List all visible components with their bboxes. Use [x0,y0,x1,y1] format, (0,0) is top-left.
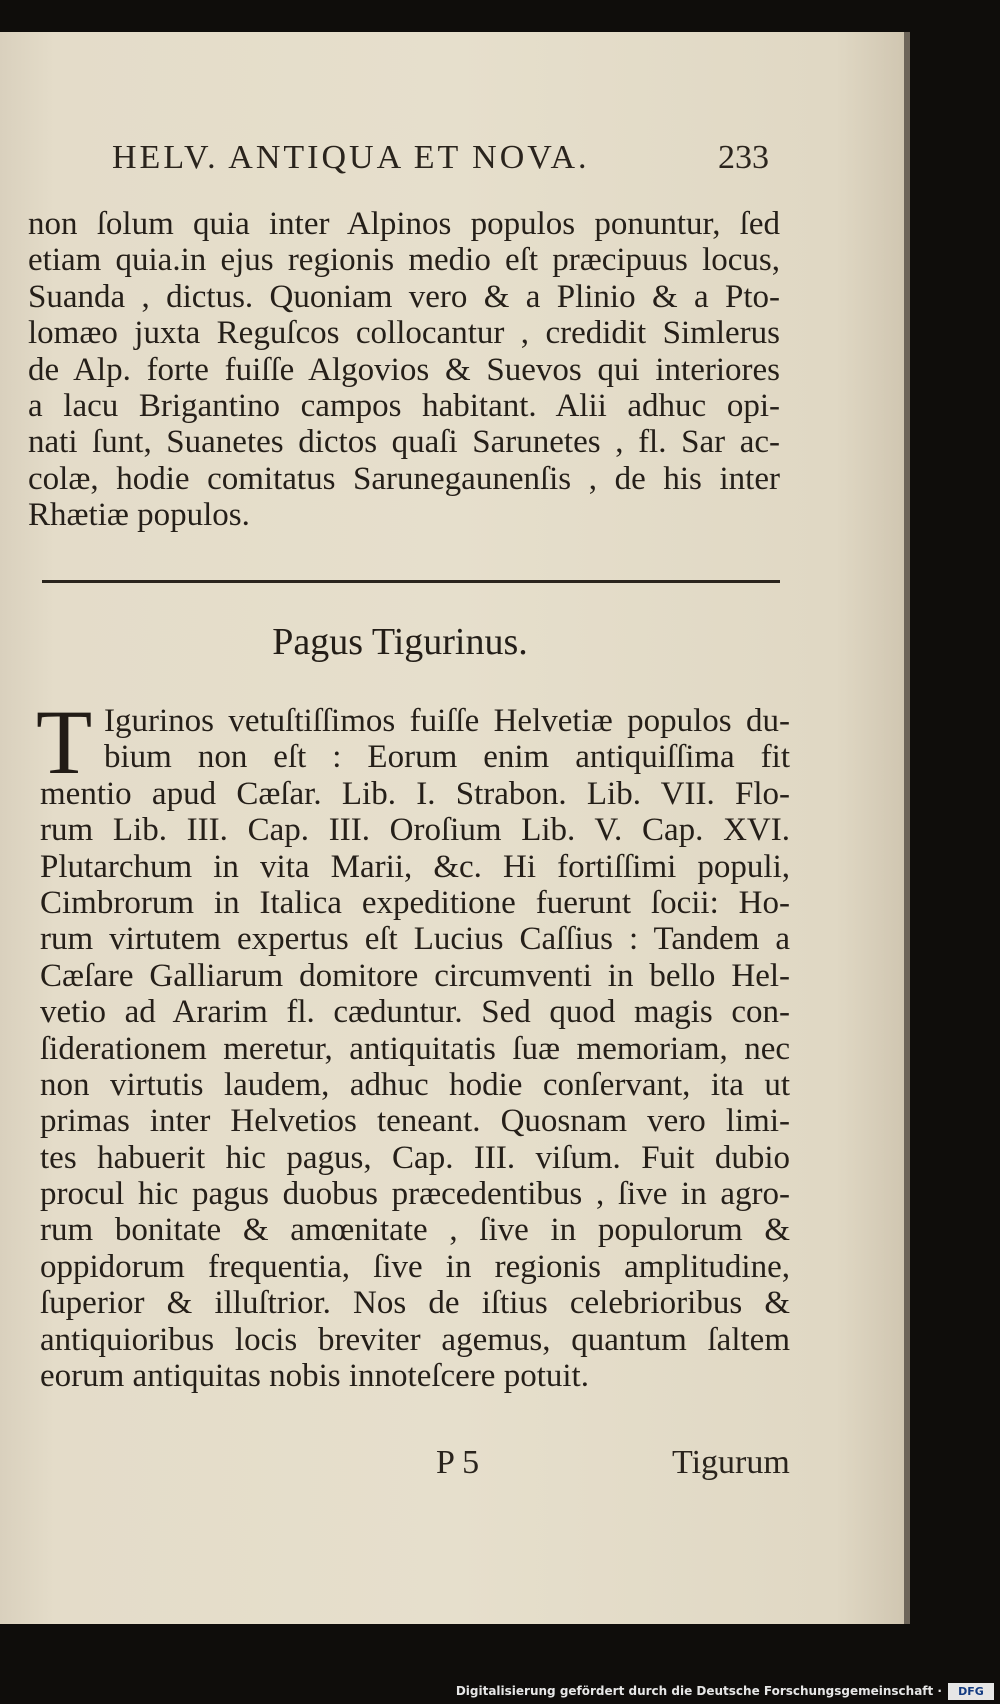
running-head: HELV. ANTIQUA ET NOVA. [112,139,590,176]
dfg-logo-icon: DFG [948,1683,994,1700]
catchword: Tigurum [672,1444,790,1481]
text-line: ſiderationem meretur, antiquitatis ſuæ memoriam, nec [40,1030,790,1067]
text-line: de Alp. forte fuiſſe Algovios & Suevos qui interiores [28,351,780,388]
drop-cap: T [36,691,93,793]
text-line: ſuperior & illuſtrior. Nos de iſtius celebrioribus & [40,1285,790,1322]
text-line: etiam quia.in ejus regionis medio eſt præcipuus locus, [28,242,780,279]
text-line: Igurinos vetuſtiſſimos fuiſſe Helvetiæ populos du- [104,703,790,739]
section-title: Pagus Tigurinus. [272,621,528,663]
text-line: lomæo juxta Reguſcos collocantur , credidit Simlerus [28,315,780,352]
paragraph-2 [40,703,790,1394]
text-line: bium non eſt : Eorum enim antiquiſſima fit [104,739,790,776]
paragraph-1 [28,206,780,534]
text-line: a lacu Brigantino campos habitant. Alii adhuc opi- [28,387,780,424]
text-line: antiquioribus locis breviter agemus, quantum ſaltem [40,1321,790,1358]
section-divider [42,580,780,583]
text-line: mentio apud Cæſar. Lib. I. Strabon. Lib. VII. Flo- [40,775,790,812]
digitization-credit: Digitalisierung gefördert durch die Deutsche Forschungsgemeinschaft · [455,1684,942,1698]
text-line: vetio ad Ararim fl. cæduntur. Sed quod magis con- [40,994,790,1031]
text-line: nati ſunt, Suanetes dictos quaſi Sarunetes , fl. Sar ac- [28,424,780,461]
page-edge [904,32,910,1624]
text-line: rum bonitate & amœnitate , ſive in populorum & [40,1212,790,1249]
page-number: 233 [718,139,769,176]
text-line: Cæſare Galliarum domitore circumventi in bello Hel- [40,957,790,994]
signature-mark: P 5 [436,1444,480,1481]
text-line: Cimbrorum in Italica expeditione fuerunt ſocii: Ho- [40,884,790,921]
text-line: primas inter Helvetios teneant. Quosnam vero limi- [40,1103,790,1140]
text-line: non ſolum quia inter Alpinos populos ponuntur, ſed [28,206,780,242]
text-line: Rhætiæ populos. [28,497,250,534]
text-line: colæ, hodie comitatus Sarunegaunenſis , de his inter [28,460,780,497]
text-line: non virtutis laudem, adhuc hodie conſervant, ita ut [40,1066,790,1103]
text-line: Suanda , dictus. Quoniam vero & a Plinio & a Pto- [28,278,780,315]
text-line: procul hic pagus duobus præcedentibus , ſive in agro- [40,1176,790,1213]
text-line: eorum antiquitas nobis innoteſcere potuit. [40,1358,589,1395]
text-line: oppidorum frequentia, ſive in regionis amplitudine, [40,1248,790,1285]
text-line: tes habuerit hic pagus, Cap. III. viſum. Fuit dubio [40,1139,790,1176]
text-line: Plutarchum in vita Marii, &c. Hi fortiſſimi populi, [40,848,790,885]
text-line: rum virtutem expertus eſt Lucius Caſſius : Tandem a [40,921,790,958]
text-line: rum Lib. III. Cap. III. Oroſium Lib. V. Cap. XVI. [40,812,790,849]
